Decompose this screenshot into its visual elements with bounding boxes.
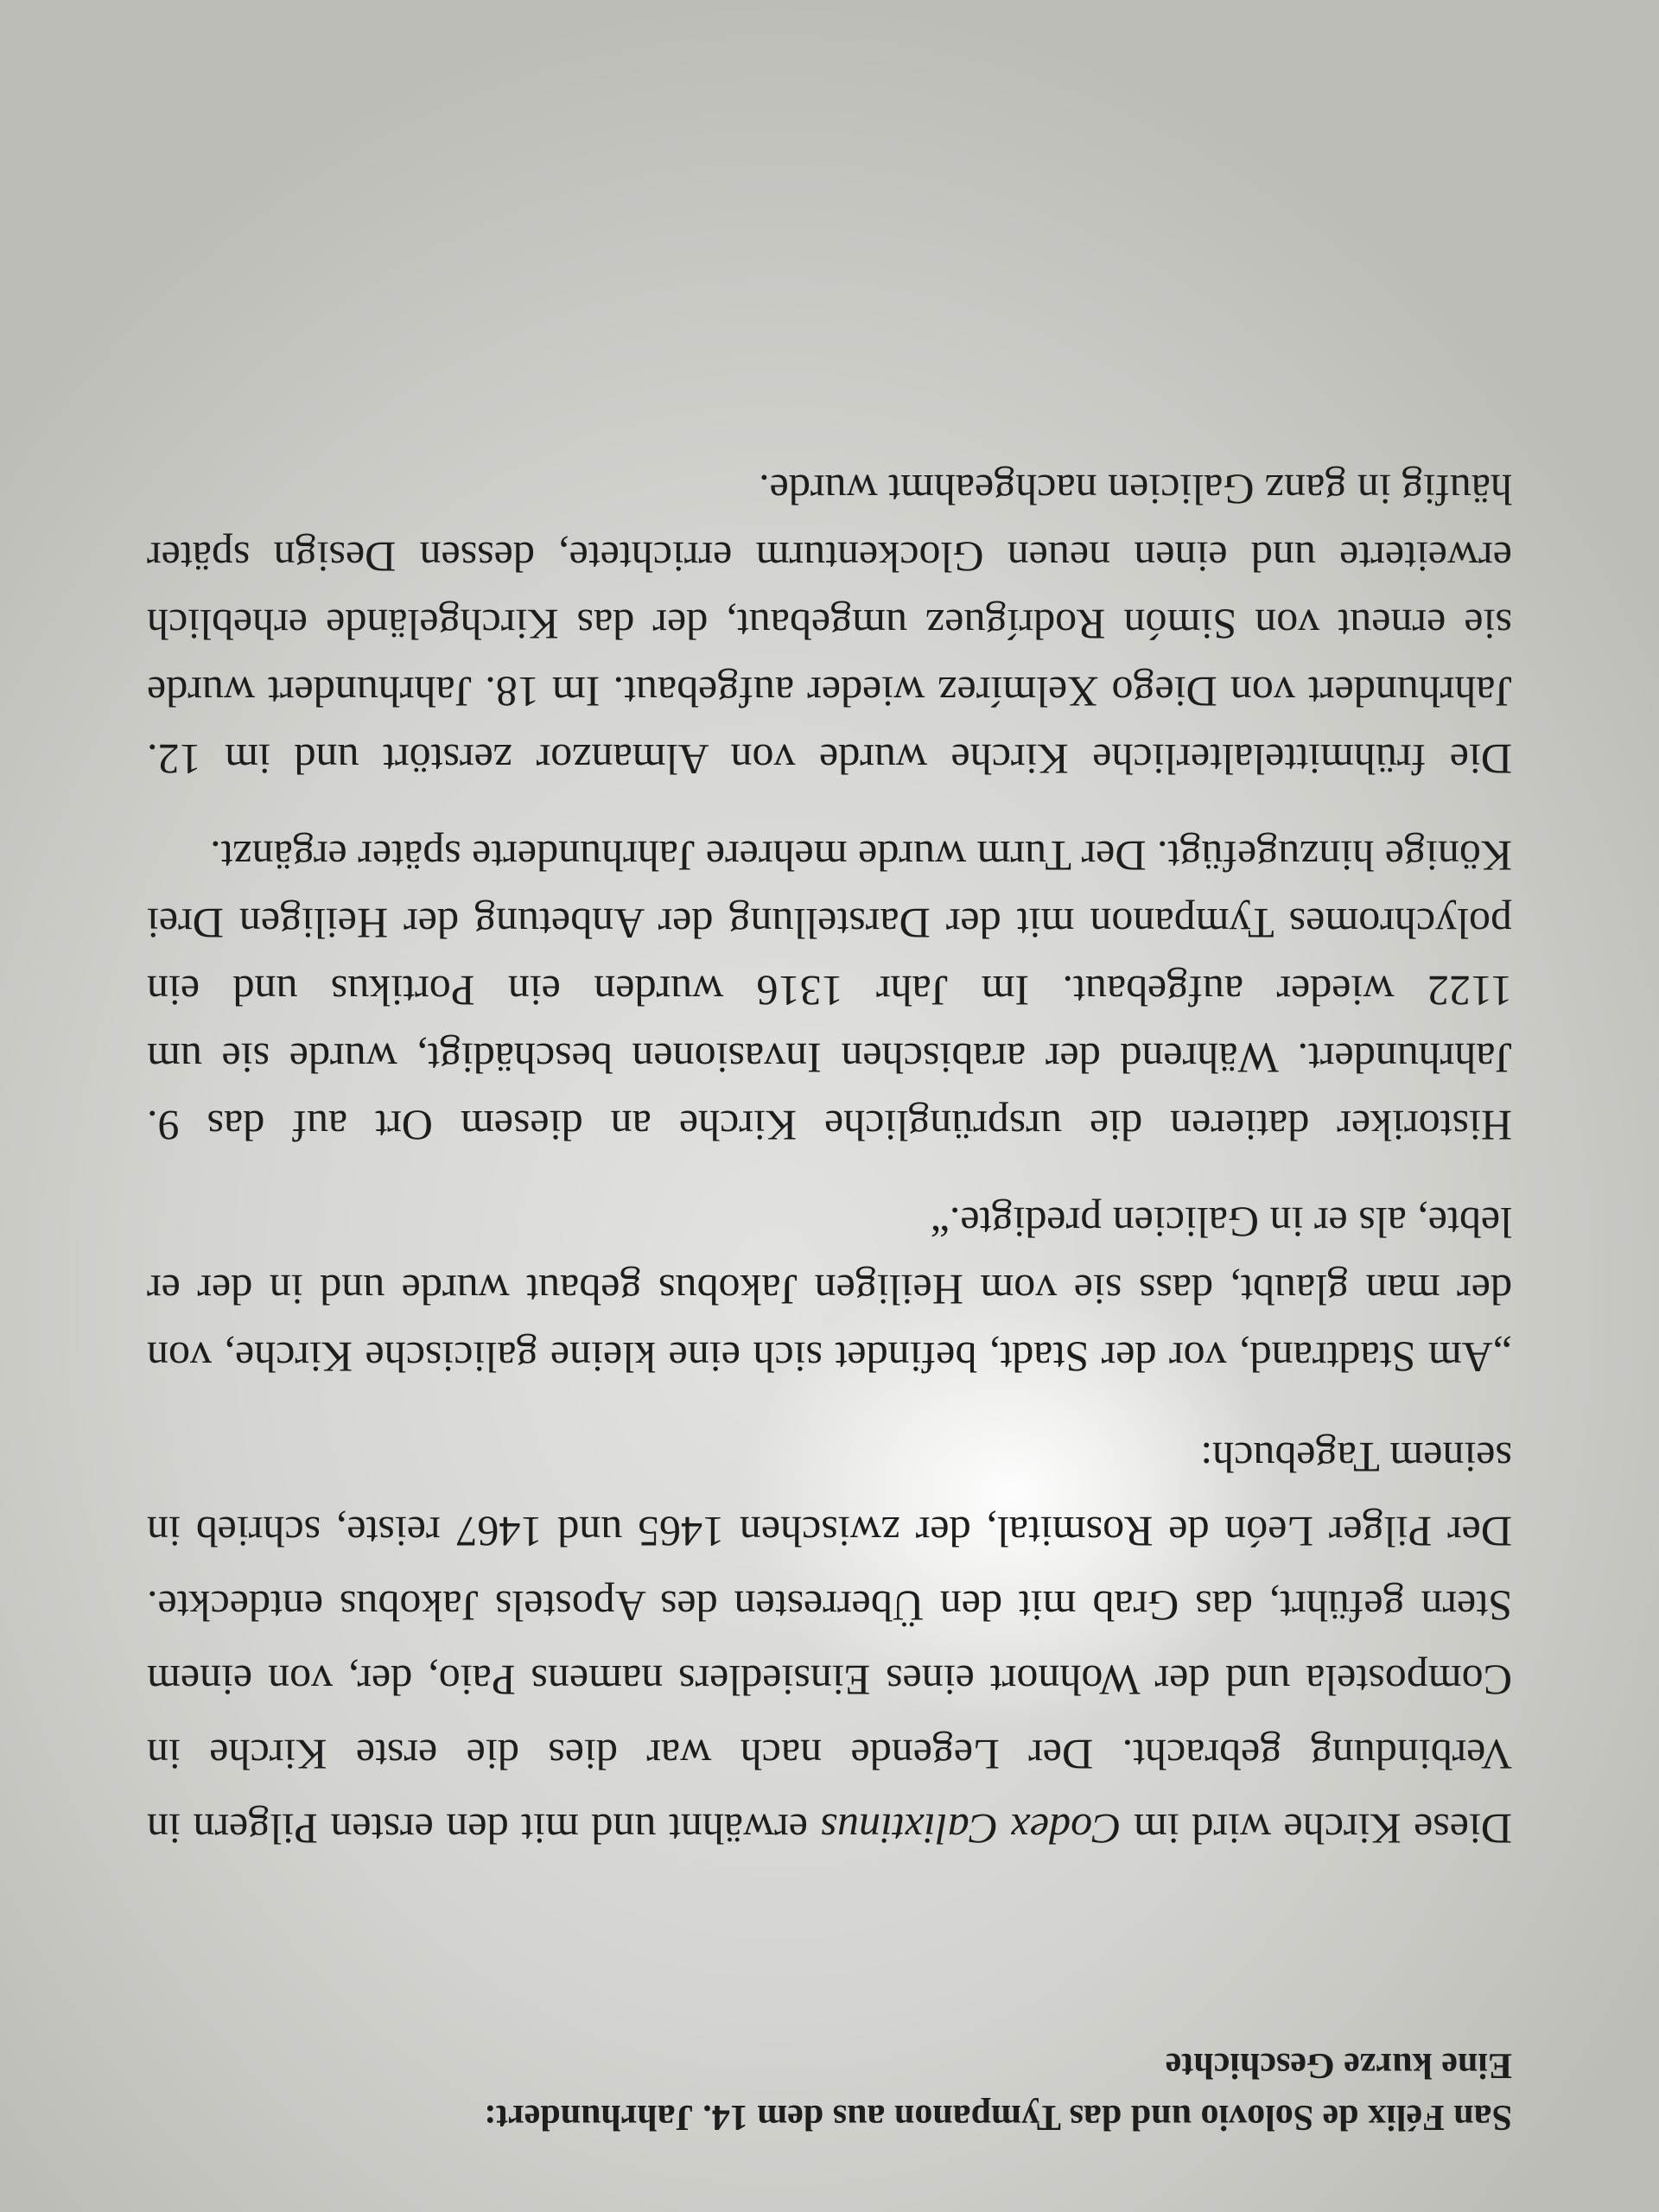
- paragraph-quote: „Am Stadtrand, vor der Stadt, befindet sich eine kleine galicische Kirche, von der man glaubt, dass sie vom Heiligen Jakobus gebaut wurde und in der er lebte, als er in Galicien predigte.“: [147, 1198, 1512, 1382]
- document-body: [147, 427, 1512, 2143]
- paragraph-codex: [147, 1421, 1512, 1866]
- paragraph-codex-rest: erwähnt und mit den ersten Pilgern in Verbindung gebracht. Der Legende nach war dies die erste Kirche in Compostela und der Wohnort eines Einsiedlers namens Paio, der, von einem Stern geführt, das Grab mit den Überresten des Apostels Jakobus entdeckte. Der Pilger León de Rosmital, der zwischen 1465 und 1467 reiste, schrieb in seinem Tagebuch:: [147, 1433, 1512, 1853]
- codex-title: Codex Calixtinus: [820, 1805, 1122, 1853]
- paragraph-history: Historiker datieren die ursprüngliche Kirche an diesem Ort auf das 9. Jahrhundert. Während der arabischen Invasionen beschädigt, wurde sie um 1122 wieder aufgebaut. Im Jahr 1316 wurden ein Portikus und ein polychromes Tympanon mit der Darstellung der Anbetung der Heiligen Drei Könige hinzugefügt. Der Turm wurde mehrere Jahrhunderte später ergänzt.: [147, 832, 1512, 1150]
- paragraph-rebuilding: Die frühmittelalterliche Kirche wurde von Almanzor zerstört und im 12. Jahrhundert von Diego Xelmírez wieder aufgebaut. Im 18. Jahrhundert wurde sie erneut von Simón Rodríguez umgebaut, der das Kirchgelände erheblich erweiterte und einen neuen Glockenturm errichtete, dessen Design später häufig in ganz Galicien nachgeahmt wurde.: [147, 466, 1512, 784]
- document-subtitle: Eine kurze Geschichte: [1165, 2045, 1512, 2085]
- paragraph-codex-lead: Diese Kirche wird im: [1121, 1805, 1512, 1853]
- document-title: San Félix de Solovio und das Tympanon aus dem 14. Jahrhundert:: [484, 2097, 1512, 2137]
